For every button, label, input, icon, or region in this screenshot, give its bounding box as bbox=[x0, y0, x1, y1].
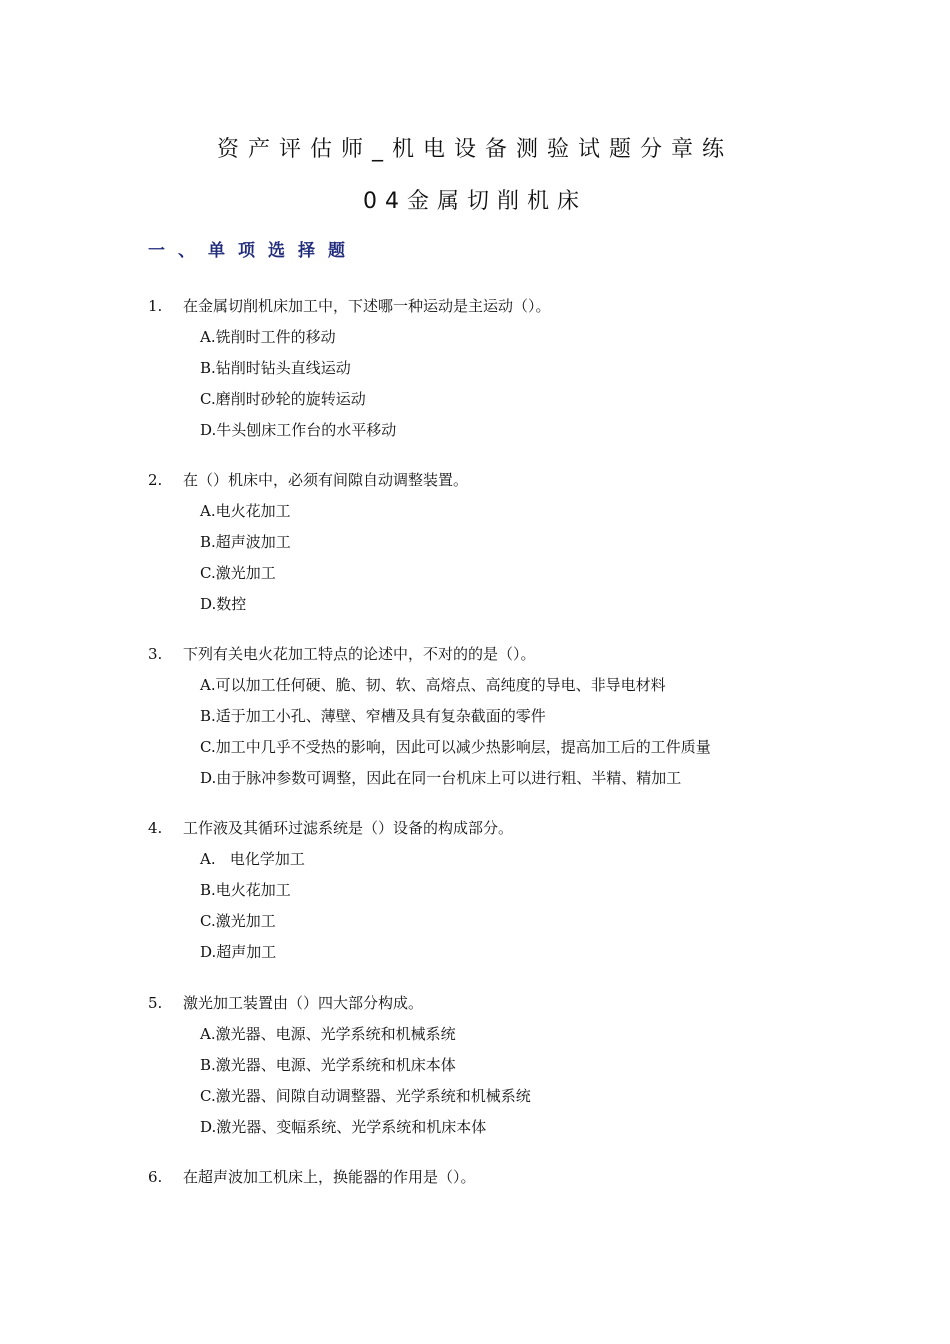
option-b: B.电火花加工 bbox=[200, 881, 291, 899]
option-d: D.牛头刨床工作台的水平移动 bbox=[200, 421, 397, 439]
option-a: A. 电化学加工 bbox=[200, 850, 305, 868]
question-number: 2. bbox=[148, 471, 163, 489]
option-c: C.激光加工 bbox=[200, 564, 276, 582]
question-4 bbox=[148, 813, 848, 968]
question-1 bbox=[148, 291, 848, 446]
option-c: C.激光器、间隙自动调整器、光学系统和机械系统 bbox=[200, 1087, 531, 1105]
option-d: D.超声加工 bbox=[200, 943, 277, 961]
option-b: B.激光器、电源、光学系统和机床本体 bbox=[200, 1056, 456, 1074]
document-title-line1: 资产评估师_机电设备测验试题分章练 bbox=[216, 137, 733, 162]
question-text: 在超声波加工机床上，换能器的作用是（）。 bbox=[183, 1168, 476, 1186]
option-b: B.钻削时钻头直线运动 bbox=[200, 359, 351, 377]
question-number: 6. bbox=[148, 1168, 163, 1186]
option-c: C.磨削时砂轮的旋转运动 bbox=[200, 390, 366, 408]
option-a: A.可以加工任何硬、脆、韧、软、高熔点、高纯度的导电、非导电材料 bbox=[200, 676, 666, 694]
question-number: 5. bbox=[148, 994, 163, 1012]
option-a: A.铣削时工件的移动 bbox=[200, 328, 336, 346]
question-text: 在（）机床中，必须有间隙自动调整装置。 bbox=[183, 471, 469, 489]
option-d: D.由于脉冲参数可调整，因此在同一台机床上可以进行粗、半精、精加工 bbox=[200, 769, 682, 787]
question-number: 3. bbox=[148, 645, 163, 663]
option-a: A.电火花加工 bbox=[200, 502, 291, 520]
question-5 bbox=[148, 988, 848, 1143]
question-3 bbox=[148, 639, 848, 794]
option-d: D.数控 bbox=[200, 595, 247, 613]
section-heading: 一、单项选择题 bbox=[148, 241, 358, 261]
option-d: D.激光器、变幅系统、光学系统和机床本体 bbox=[200, 1118, 487, 1136]
question-number: 1. bbox=[148, 297, 163, 315]
document-title-line2: 04金属切削机床 bbox=[363, 189, 587, 214]
option-b: B.适于加工小孔、薄壁、窄槽及具有复杂截面的零件 bbox=[200, 707, 546, 725]
question-text: 下列有关电火花加工特点的论述中，不对的的是（）。 bbox=[183, 645, 536, 663]
option-c: C.加工中几乎不受热的影响，因此可以减少热影响层，提高加工后的工件质量 bbox=[200, 738, 711, 756]
question-number: 4. bbox=[148, 819, 163, 837]
option-c: C.激光加工 bbox=[200, 912, 276, 930]
question-text: 激光加工装置由（）四大部分构成。 bbox=[183, 994, 424, 1012]
option-a: A.激光器、电源、光学系统和机械系统 bbox=[200, 1025, 456, 1043]
option-b: B.超声波加工 bbox=[200, 533, 291, 551]
question-text: 工作液及其循环过滤系统是（）设备的构成部分。 bbox=[183, 819, 514, 837]
question-2 bbox=[148, 465, 848, 620]
question-6 bbox=[148, 1162, 848, 1193]
question-text: 在金属切削机床加工中，下述哪一种运动是主运动（）。 bbox=[183, 297, 551, 315]
